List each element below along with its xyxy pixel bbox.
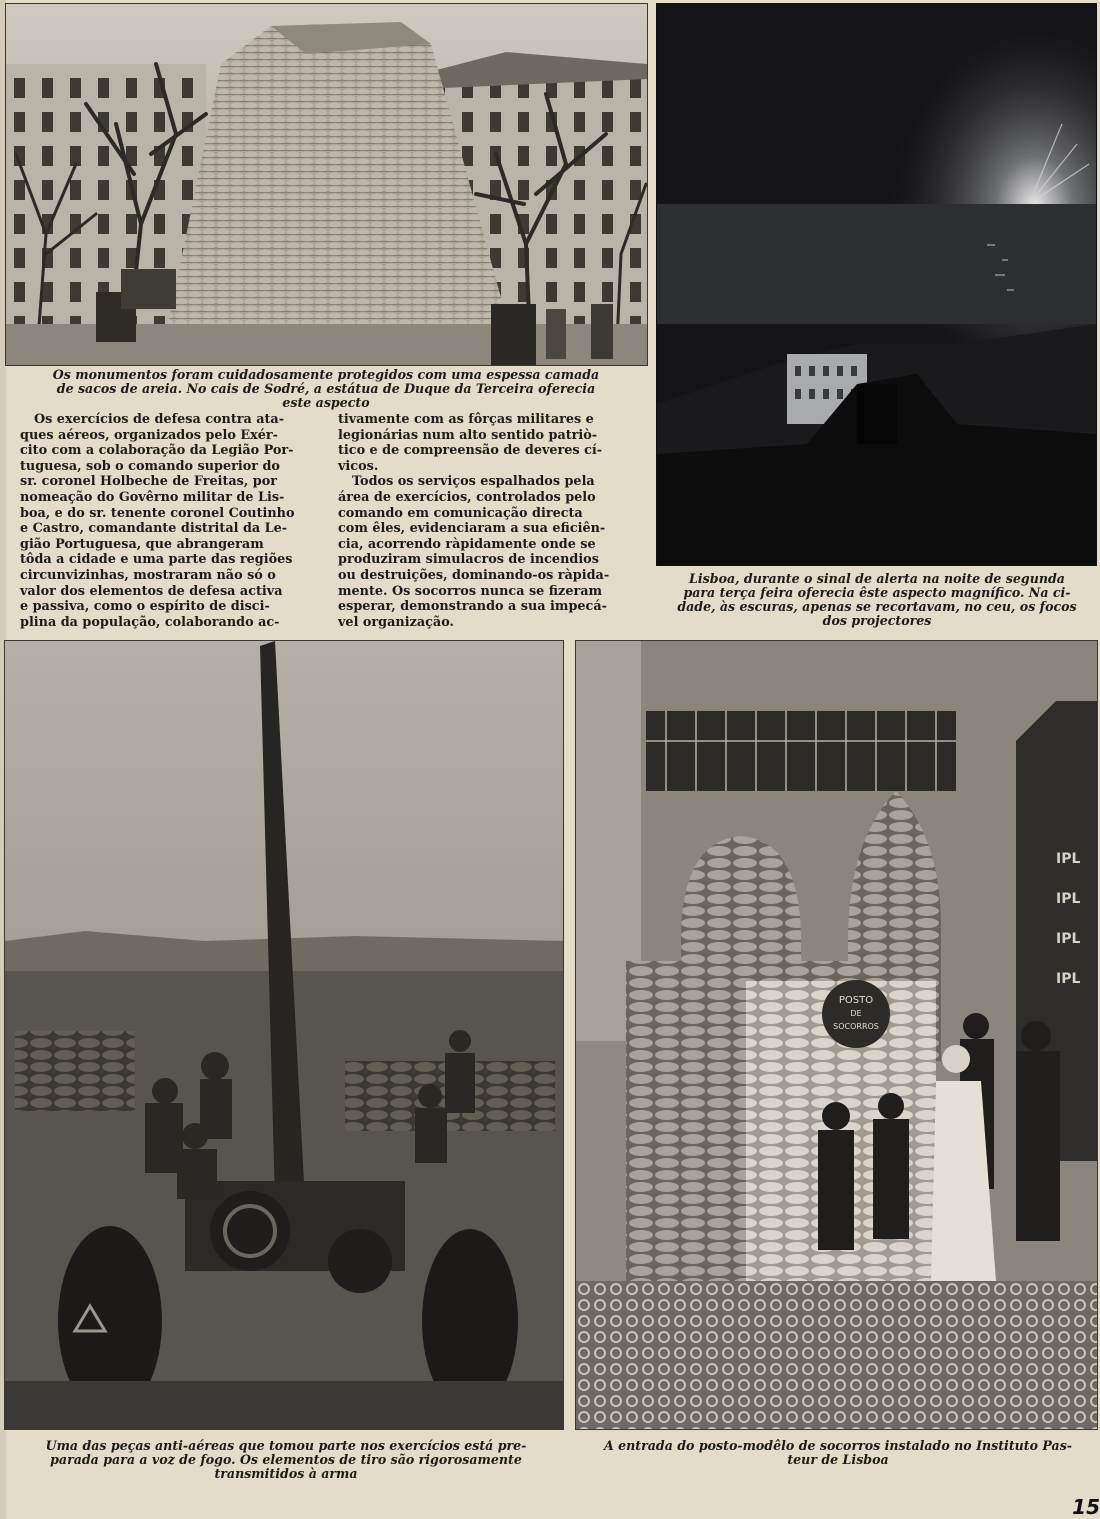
sign-text-posto: POSTO xyxy=(838,995,874,1006)
text-line: comando em comunicação directa xyxy=(338,505,583,521)
caption-line: dade, às escuras, apenas se recortavam, no ceu, os focos xyxy=(677,599,1077,614)
caption-night xyxy=(664,572,1090,628)
text-line: gião Portuguesa, que abrangeram xyxy=(20,536,264,552)
text-line: valor dos elementos de defesa activa xyxy=(20,583,283,599)
text-line: Todos os serviços espalhados pela xyxy=(352,474,595,490)
caption-line: este aspecto xyxy=(282,395,370,410)
door-sign-text: IPL xyxy=(1056,971,1081,987)
caption-line: dos projectores xyxy=(822,613,932,628)
text-line: ques aéreos, organizados pelo Exér- xyxy=(20,427,278,443)
caption-line: Os monumentos foram cuidadosamente protegidos com uma espessa camada xyxy=(52,367,600,382)
text-line: cito com a colaboração da Legião Por- xyxy=(20,443,294,459)
text-line: sr. coronel Holbeche de Freitas, por xyxy=(20,474,278,490)
text-line: e passiva, como o espírito de disci- xyxy=(20,599,270,615)
caption-post xyxy=(580,1439,1096,1467)
caption-line: de sacos de areia. No cais de Sodré, a estátua de Duque da Terceira oferecia xyxy=(56,381,596,396)
text-line: área de exercícios, controlados pelo xyxy=(338,489,596,505)
text-line: boa, e do sr. tenente coronel Coutinho xyxy=(20,505,295,521)
article-column-1 xyxy=(20,412,325,630)
caption-gun xyxy=(8,1439,564,1481)
text-line: com êles, evidenciaram a sua eficiên- xyxy=(338,521,606,537)
text-line: tivamente com as fôrças militares e xyxy=(338,412,594,427)
article-column-2 xyxy=(338,412,643,630)
door-sign-text: IPL xyxy=(1056,891,1081,907)
text-line: tuguesa, sob o comando superior do xyxy=(20,458,280,474)
text-line: cia, acorrendo ràpidamente onde se xyxy=(338,536,596,552)
text-line: vel organização. xyxy=(338,614,454,630)
caption-line: Lisboa, durante o sinal de alerta na noite de segunda xyxy=(689,571,1065,586)
text-line: tico e de compreensão de deveres cí- xyxy=(338,443,603,459)
caption-line: transmitidos à arma xyxy=(214,1466,358,1481)
door-sign-text: IPL xyxy=(1056,851,1081,867)
text-line: e Castro, comandante distrital da Le- xyxy=(20,521,288,537)
caption-line: parada para a voz de fogo. Os elementos de tiro são rigorosamente xyxy=(50,1452,522,1467)
text-line: ou destruições, dominando-os ràpida- xyxy=(338,567,610,583)
photo-anti-aircraft-gun xyxy=(4,640,564,1430)
text-line: nomeação do Govêrno militar de Lis- xyxy=(20,489,285,505)
caption-line: Uma das peças anti-aéreas que tomou parte nos exercícios está pre- xyxy=(45,1438,527,1453)
text-line: legionárias num alto sentido patriò- xyxy=(338,427,598,443)
text-line: circunvizinhas, mostraram não só o xyxy=(20,567,276,583)
caption-line: teur de Lisboa xyxy=(787,1452,889,1467)
sign-text-de: DE xyxy=(850,1009,862,1018)
photo-first-aid-post xyxy=(575,640,1098,1430)
text-line: plina da população, colaborando ac- xyxy=(20,614,280,630)
sign-text-socorros: SOCORROS xyxy=(833,1022,879,1031)
photo-sandbagged-monument xyxy=(5,3,648,366)
text-line: Os exercícios de defesa contra ata- xyxy=(34,412,285,427)
text-line: mente. Os socorros nunca se fizeram xyxy=(338,583,603,599)
door-sign-text: IPL xyxy=(1056,931,1081,947)
text-line: vicos. xyxy=(338,458,379,474)
photo-night-searchlights xyxy=(656,3,1097,566)
caption-monuments xyxy=(8,368,644,410)
text-line: esperar, demonstrando a sua impecá- xyxy=(338,599,607,615)
text-line: tôda a cidade e uma parte das regiões xyxy=(20,552,293,568)
text-line: produziram simulacros de incendios xyxy=(338,552,599,568)
page-number: 15 xyxy=(1072,1495,1100,1519)
caption-line: A entrada do posto-modêlo de socorros instalado no Instituto Pas- xyxy=(603,1438,1073,1453)
caption-line: para terça feira oferecia êste aspecto magnífico. Na ci- xyxy=(683,585,1071,600)
